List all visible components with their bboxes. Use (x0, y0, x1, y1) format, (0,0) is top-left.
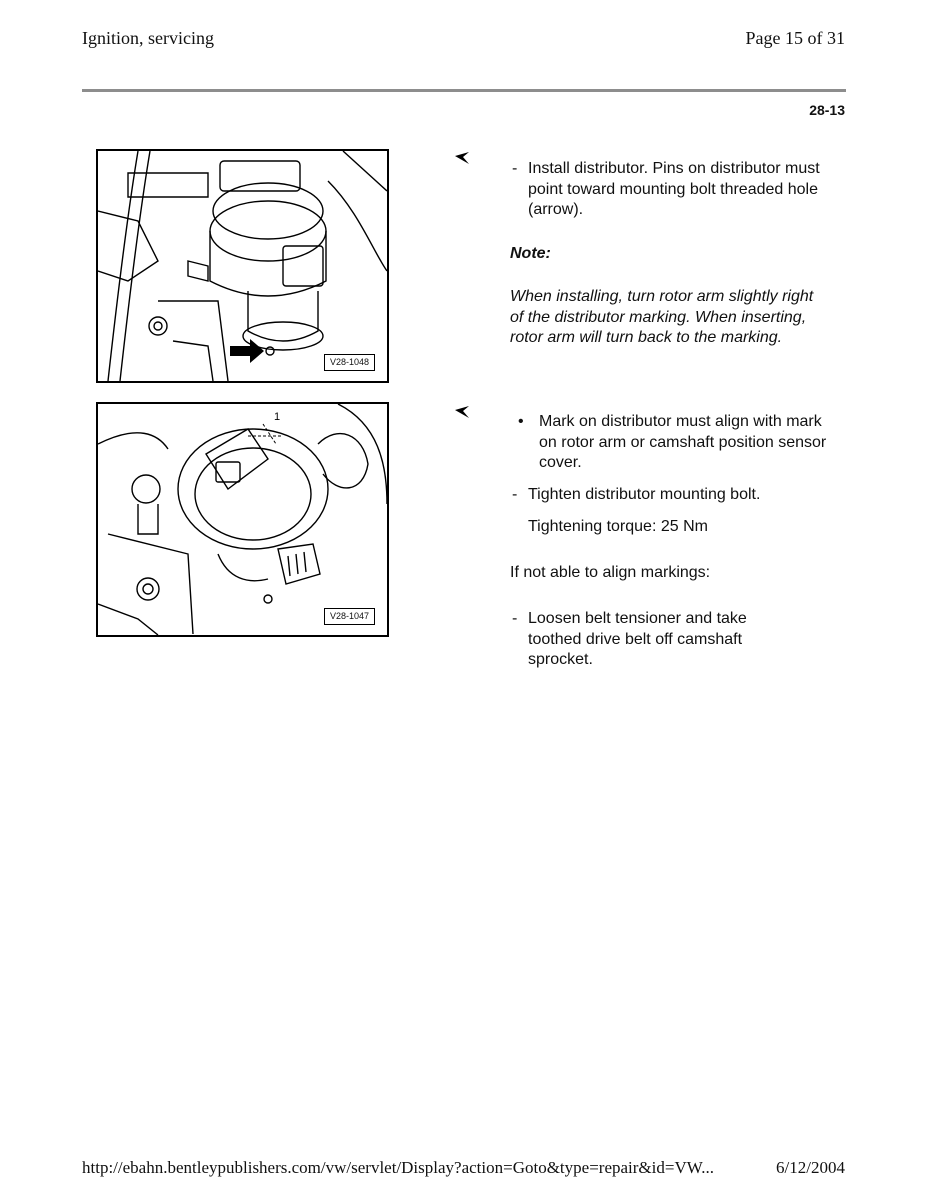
figure-pointer-icon (454, 151, 470, 165)
figure-code: V28-1048 (324, 354, 375, 371)
step-align-mark: Mark on distributor must align with mark on rotor arm or camshaft position sensor cover. (539, 413, 827, 471)
page-number: Page 15 of 31 (745, 28, 845, 48)
step-dash: - (512, 486, 518, 503)
header-divider (82, 89, 846, 92)
tightening-torque: Tightening torque: 25 Nm (528, 518, 708, 535)
step-condition: If not able to align markings: (510, 564, 711, 581)
step-tighten-bolt: Tighten distributor mounting bolt. (528, 486, 761, 503)
page-header-title: Ignition, servicing (82, 28, 214, 48)
figure-callout-number: 1 (274, 411, 281, 423)
step-loosen-belt: Loosen belt tensioner and take toothed drive belt off camshaft sprocket. (528, 610, 747, 668)
step-dash: - (512, 160, 518, 177)
footer-url: http://ebahn.bentleypublishers.com/vw/servlet/Display?action=Goto&type=repair&id=VW... (82, 1158, 714, 1177)
note-heading: Note: (510, 245, 551, 262)
step-bullet: • (518, 413, 524, 430)
note-text: When installing, turn rotor arm slightly right of the distributor marking. When inserting, rotor arm will turn back to the marking. (510, 288, 814, 346)
section-number: 28-13 (809, 102, 845, 118)
figure-pointer-icon (454, 405, 470, 419)
distributor-install-drawing (98, 151, 387, 381)
footer-date: 6/12/2004 (776, 1158, 845, 1177)
distributor-alignment-illustration (96, 402, 389, 637)
step-install-distributor: Install distributor. Pins on distributor must point toward mounting bolt threaded hole (arrow). (528, 160, 820, 218)
distributor-alignment-drawing (98, 404, 387, 635)
step-dash: - (512, 610, 518, 627)
figure-code: V28-1047 (324, 608, 375, 625)
distributor-install-illustration (96, 149, 389, 383)
